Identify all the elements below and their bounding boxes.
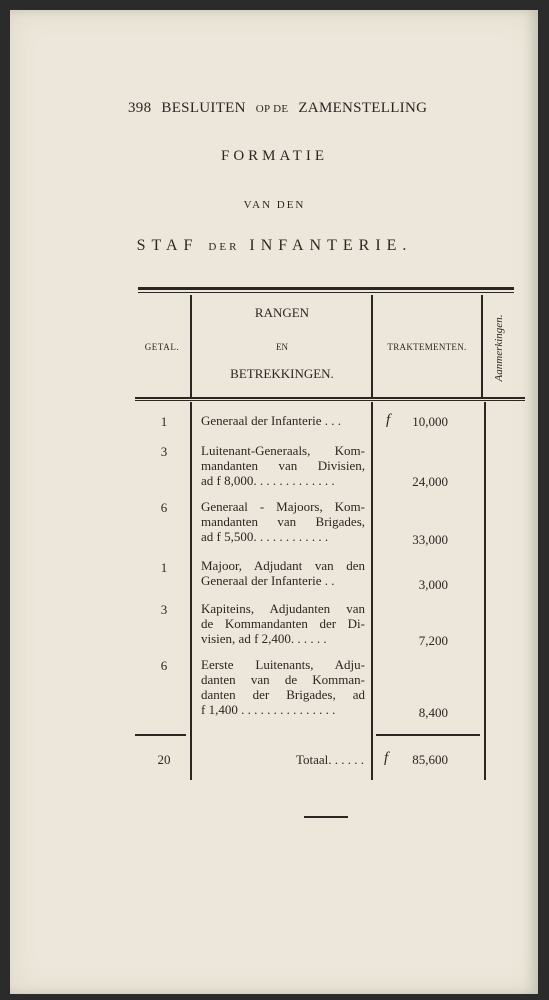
header-traktementen: TRAKTEMENTEN.: [387, 342, 467, 352]
row-1-rang: [201, 413, 365, 428]
title-staf-small: DER: [208, 241, 240, 253]
title-van-den: VAN DEN: [243, 199, 306, 211]
page-number: 398: [128, 100, 152, 116]
row-1-getal: 1: [160, 414, 168, 429]
row-6-line-1: Eerste Luitenants, Adju-: [201, 657, 365, 672]
row-5-rang: [201, 601, 365, 646]
header-aanmerkingen: Aanmerkingen.: [493, 314, 505, 382]
header-divider-3: [481, 295, 483, 397]
running-head-small: OP DE: [255, 103, 289, 115]
row-6-line-3: danten der Brigades, ad: [201, 687, 365, 702]
table-top-rule-thin: [138, 292, 514, 293]
row-2-line-2: mandanten van Divisien,: [201, 458, 365, 473]
body-divider-2: [371, 402, 373, 780]
row-6-rang: [201, 657, 365, 717]
closing-rule: [304, 816, 348, 818]
header-en: EN: [276, 342, 288, 352]
row-5-line-1: Kapiteins, Adjudanten van: [201, 601, 365, 616]
row-1-amount: 10,000: [412, 414, 448, 429]
row-2-amount: 24,000: [412, 474, 448, 489]
row-3-line-1: Generaal - Majoors, Kom-: [201, 499, 365, 514]
title-formatie: FORMATIE: [220, 148, 328, 164]
header-betrekkingen: BETREKKINGEN.: [230, 366, 334, 381]
row-3-rang: [201, 499, 365, 544]
total-rule-getal: [135, 734, 186, 736]
row-2-getal: 3: [160, 444, 168, 459]
header-bottom-rule-2: [135, 400, 525, 401]
total-amount: 85,600: [412, 752, 448, 767]
title-staf: [0, 237, 549, 255]
row-6-line-2: danten van de Komman-: [201, 672, 365, 687]
total-currency: f: [384, 750, 389, 766]
row-2-rang: [201, 443, 365, 488]
row-1-line-1: Generaal der Infanterie . . .: [201, 413, 342, 428]
row-4-line-2: Generaal der Infanterie . .: [201, 573, 335, 588]
body-divider-3: [484, 402, 486, 780]
title-staf-a: STAF: [136, 237, 199, 254]
row-6-amount: 8,400: [418, 705, 448, 720]
row-4-line-1: Majoor, Adjudant van den: [201, 558, 365, 573]
body-divider-1: [190, 402, 192, 780]
row-1-currency: f: [386, 412, 391, 428]
total-label: Totaal. . . . . .: [295, 752, 364, 767]
row-5-amount: 7,200: [418, 633, 448, 648]
row-5-getal: 3: [160, 602, 168, 617]
row-3-line-2: mandanten van Brigades,: [201, 514, 365, 529]
row-2-line-3: ad f 8,000. . . . . . . . . . . . .: [201, 473, 335, 488]
header-rangen: RANGEN: [254, 305, 310, 320]
total-rule-amount: [376, 734, 480, 736]
running-head-text-b: ZAMENSTELLING: [298, 100, 428, 116]
row-6-line-4: f 1,400 . . . . . . . . . . . . . . .: [201, 702, 336, 717]
row-6-getal: 6: [160, 658, 168, 673]
row-4-rang: [201, 558, 365, 588]
row-4-amount: 3,000: [418, 577, 448, 592]
row-3-line-3: ad f 5,500. . . . . . . . . . . .: [201, 529, 329, 544]
title-staf-b: INFANTERIE.: [249, 237, 413, 254]
row-3-getal: 6: [160, 500, 168, 515]
running-head-text-a: BESLUITEN: [161, 100, 246, 116]
row-5-line-3: visien, ad f 2,400. . . . . .: [201, 631, 327, 646]
header-getal: GETAL.: [144, 342, 180, 352]
row-3-amount: 33,000: [412, 532, 448, 547]
header-bottom-rule: [135, 397, 525, 399]
row-5-line-2: de Kommandanten der Di-: [201, 616, 365, 631]
row-2-line-1: Luitenant-Generaals, Kom-: [201, 443, 365, 458]
running-head: [128, 100, 488, 117]
table-top-rule: [138, 287, 514, 290]
total-getal: 20: [157, 752, 171, 767]
row-4-getal: 1: [160, 560, 168, 575]
